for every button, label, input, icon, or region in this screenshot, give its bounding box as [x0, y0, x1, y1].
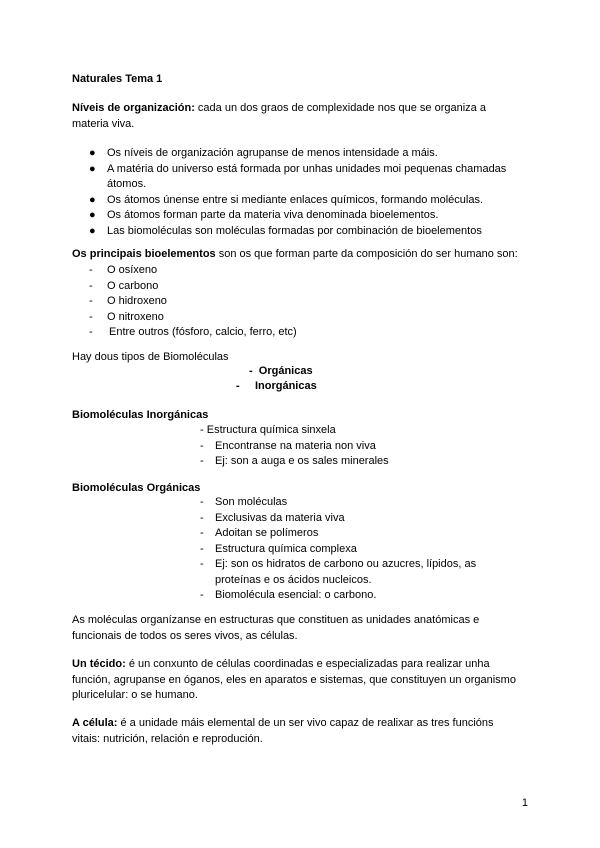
list-item: - Son moléculas — [200, 496, 288, 508]
list-item: - Biomolécula esencial: o carbono. — [200, 589, 377, 601]
bioelementos-intro: Os principais bioelementos son os que forman parte da composición do ser humano son: — [72, 248, 518, 260]
inorganicas-heading: Biomoléculas Inorgánicas — [72, 409, 209, 421]
bullet-icon: ● — [89, 162, 96, 175]
list-item: ● Os níveis de organización agrupanse de menos intensidade a máis. — [89, 146, 529, 162]
niveis-paragraph — [72, 101, 522, 132]
bioelementos-list — [89, 263, 389, 341]
organicas-list — [200, 495, 490, 604]
list-item: - Encontranse na materia non viva — [200, 439, 376, 452]
list-item: ● A matéria do universo está formada por unhas unidades moi pequenas chamadas átomos. — [89, 162, 507, 190]
organicas-heading: Biomoléculas Orgánicas — [72, 482, 201, 494]
niveis-term: Níveis de organización: — [72, 102, 195, 114]
celula-term: A célula: — [72, 717, 118, 729]
page-number: 1 — [521, 797, 528, 809]
list-item: - Entre outros (fósforo, calcio, ferro, etc) — [89, 326, 297, 338]
list-item: - O nitroxeno — [89, 310, 164, 323]
bullet-icon: ● — [89, 193, 96, 206]
list-item: - O hidroxeno — [89, 295, 167, 307]
bullet-icon: ● — [89, 147, 96, 159]
list-item: - Exclusivas da materia viva — [200, 511, 345, 524]
list-item: - Estructura química complexa — [200, 542, 357, 555]
tipos-item-inorganicas: - Inorgánicas — [236, 380, 317, 392]
document-title: Naturales Tema 1 — [72, 73, 163, 85]
list-item: - Estructura química sinxela — [200, 424, 336, 436]
list-item: - O carbono — [89, 279, 159, 292]
tipos-item-organicas: - Orgánicas — [249, 365, 313, 377]
moleculas-paragraph: As moléculas organízanse en estructuras que constituen as unidades anatómicas e funcionais de todos os seres vivos, as células. — [72, 614, 480, 642]
list-item: ● Os átomos forman parte da materia viva denominada bioelementos. — [89, 208, 529, 224]
celula-paragraph: A célula: é a unidade máis elemental de un ser vivo capaz de realixar as tres funcións vitais: nutrición, relación e reprodución. — [72, 717, 494, 745]
list-item: ● Os átomos únense entre si mediante enlaces químicos, formando moléculas. — [89, 193, 529, 209]
list-item: - Ej: son os hidratos de carbono ou azucres, lípidos, as proteínas e os ácidos nucleicos. — [200, 558, 477, 586]
niveis-bullet-list — [89, 146, 529, 239]
list-item: - Ej: son a auga e os sales minerales — [200, 455, 389, 467]
list-item: - Adoitan se polímeros — [200, 527, 319, 539]
inorganicas-list — [200, 423, 500, 470]
bioelementos-term: Os principais bioelementos — [72, 248, 216, 260]
tecido-paragraph: Un técido: é un conxunto de células coordinadas e especializadas para realizar unha función, agrupanse en óganos, eles en aparatos e sistemas, que constituyen un organismo pluricelular: o se humano. — [72, 658, 516, 701]
niveis-definition: cada un dos graos de complexidade nos que se organiza a materia viva. — [72, 102, 486, 130]
tipos-intro: Hay dous tipos de Biomoléculas — [72, 351, 229, 363]
tecido-term: Un técido: — [72, 658, 126, 670]
bullet-icon: ● — [89, 224, 96, 237]
list-item: ● Las biomoléculas son moléculas formadas por combinación de bioelementos — [89, 224, 529, 240]
list-item: - O osíxeno — [89, 264, 158, 276]
bullet-icon: ● — [89, 209, 96, 221]
